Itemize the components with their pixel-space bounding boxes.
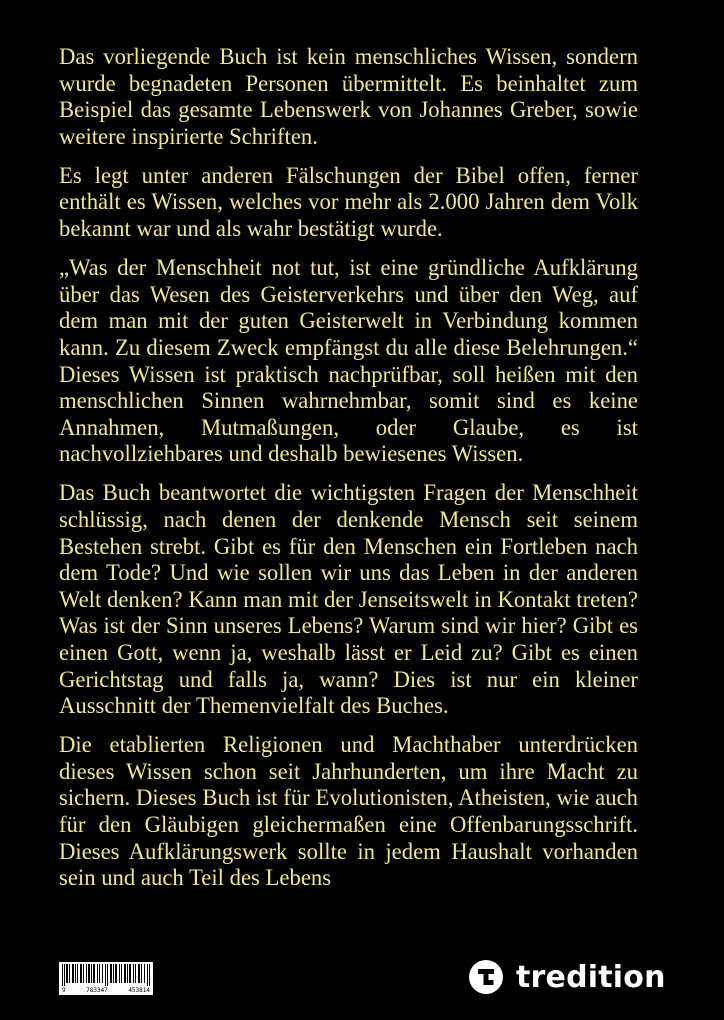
paragraph-religions: Die etablierten Religionen und Machthaber unterdrücken dieses Wissen schon seit Jahrhunderten, um ihre Macht zu sichern. Dieses Buch ist für Evolutionisten, Atheisten, wie auch für den Gläubigen gleichermaßen eine Offenbarungsschrift. Dieses Aufklärungswerk sollte in jedem Haushalt vorhanden sein und auch Teil des Lebens xyxy=(59,732,638,891)
paragraph-questions: Das Buch beantwortet die wichtigsten Fragen der Menschheit schlüssig, nach denen der denkende Mensch seit seinem Bestehen strebt. Gibt es für den Menschen ein Fortleben nach dem Tode? Und wie sollen wir uns das Leben in der anderen Welt denken? Kann man mit der Jenseitswelt in Kontakt treten? Was ist der Sinn unseres Lebens? Warum sind wir hier? Gibt es einen Gott, wenn ja, weshalb lässt er Leid zu? Gibt es einen Gerichtstag und falls ja, wann? Dies ist nur ein kleiner Ausschnitt der Themenvielfalt des Buches. xyxy=(59,480,638,719)
back-cover-text xyxy=(59,44,638,904)
barcode-digit-group-1: 783347 xyxy=(86,987,108,994)
publisher-name: tredition xyxy=(516,959,666,995)
paragraph-quote: „Was der Menschheit not tut, ist eine gründliche Aufklärung über das Wesen des Geisterverkehrs und über den Weg, auf dem man mit der guten Geisterwelt in Verbindung kommen kann. Zu diesem Zweck empfängst du alle diese Belehrungen.“ Dieses Wissen ist praktisch nachprüfbar, soll heißen mit den menschlichen Sinnen wahrnehmbar, somit sind es keine Annahmen, Mutmaßungen, oder Glaube, es ist nachvollziehbares und deshalb bewiesenes Wissen. xyxy=(59,255,638,467)
barcode-digit-group-2: 453814 xyxy=(128,987,150,994)
barcode-digits xyxy=(62,988,150,994)
barcode-bars xyxy=(62,964,150,986)
isbn-barcode xyxy=(59,962,153,995)
paragraph-intro: Das vorliegende Buch ist kein menschliches Wissen, sondern wurde begnadeten Personen übermittelt. Es beinhaltet zum Beispiel das gesamte Lebenswerk von Johannes Greber, sowie weitere inspirierte Schriften. xyxy=(59,44,638,149)
barcode-digit-prefix: 9 xyxy=(62,987,66,994)
paragraph-bible: Es legt unter anderen Fälschungen der Bibel offen, ferner enthält es Wissen, welches vor mehr als 2.000 Jahren dem Volk bekannt war und als wahr bestätigt wurde. xyxy=(59,162,638,242)
tredition-logo-icon xyxy=(469,960,503,994)
publisher-logo xyxy=(469,958,666,996)
